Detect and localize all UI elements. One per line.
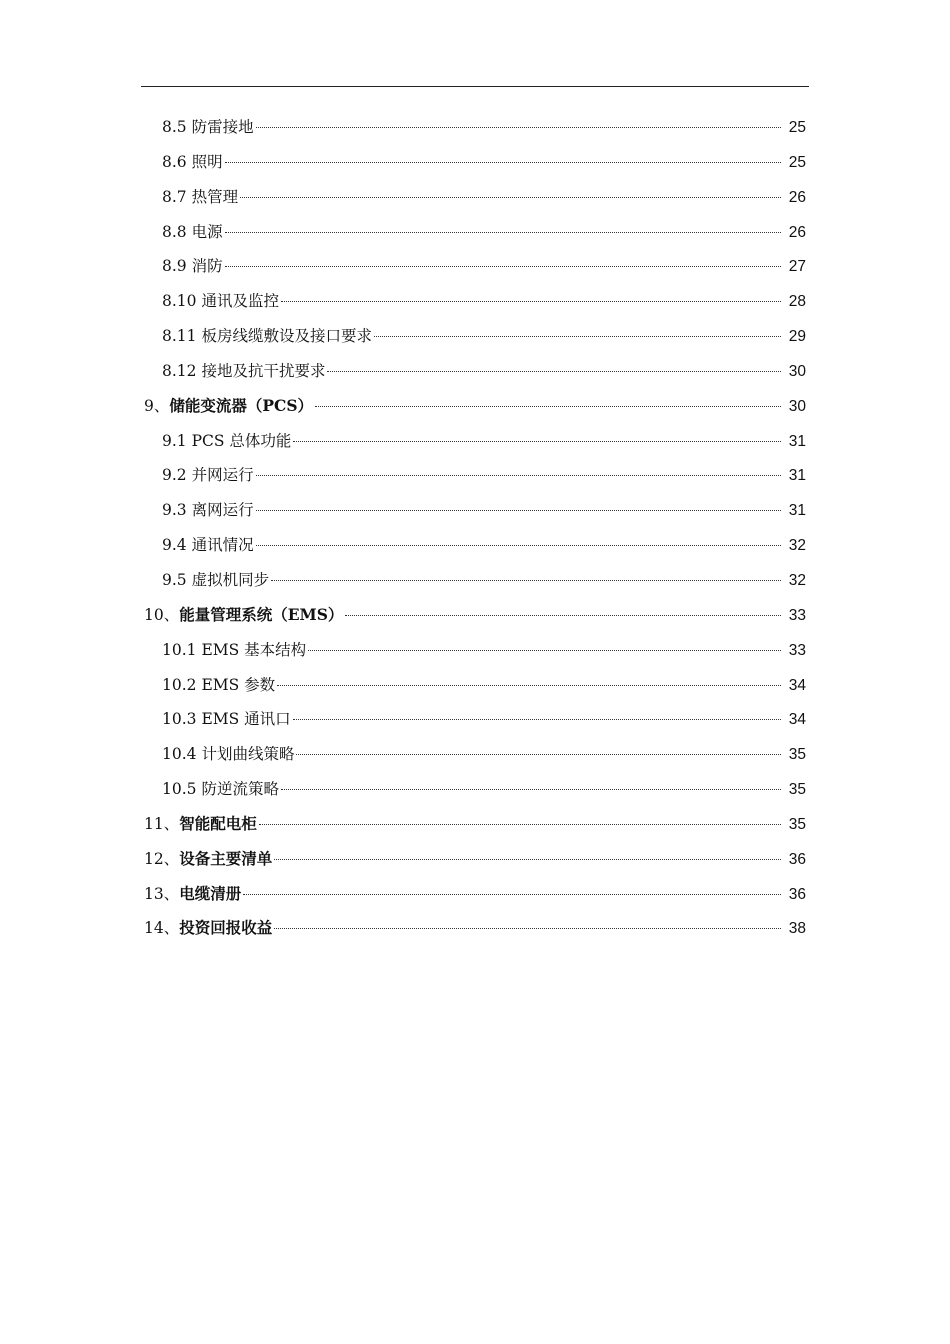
toc-entry-number: 12、 [144, 849, 180, 868]
toc-entry-title: 通讯及监控 [201, 292, 279, 311]
dot-leader [281, 301, 781, 302]
toc-entry-heading [162, 424, 291, 459]
toc-entry-page-number: 30 [788, 397, 806, 415]
toc-entry-heading [162, 319, 372, 354]
dot-leader [374, 336, 781, 337]
toc-entry-number: 9.1 [162, 431, 192, 450]
toc-entry-number: 9、 [144, 396, 170, 415]
toc-entry-page-number: 36 [788, 850, 806, 868]
toc-entry-heading [144, 911, 272, 946]
toc-entry-number: 9.2 [162, 466, 192, 485]
toc-entry-title: PCS 总体功能 [191, 431, 292, 450]
toc-entry-number: 11、 [144, 814, 180, 833]
dot-leader [240, 197, 781, 198]
toc-entry-heading [162, 180, 238, 215]
toc-entry-page-number: 25 [788, 153, 806, 171]
dot-leader [327, 371, 781, 372]
dot-leader [271, 580, 781, 581]
dot-leader [315, 406, 781, 407]
toc-entry[interactable] [141, 563, 809, 598]
dot-leader [296, 754, 781, 755]
toc-entry-number: 13、 [144, 884, 180, 903]
toc-entry-page-number: 33 [788, 641, 806, 659]
toc-entry[interactable] [141, 458, 809, 493]
toc-entry-heading [162, 668, 275, 703]
toc-entry[interactable] [141, 110, 809, 145]
toc-entry[interactable] [141, 424, 809, 459]
toc-entry-heading [162, 772, 279, 807]
toc-entry-title: 并网运行 [191, 466, 254, 485]
toc-entry-heading [144, 842, 272, 877]
toc-entry-heading [162, 563, 269, 598]
toc-entry-title: 照明 [191, 152, 223, 171]
toc-entry-number: 8.10 [162, 292, 202, 311]
toc-entry-page-number: 30 [788, 362, 806, 380]
toc-entry-page-number: 34 [788, 676, 806, 694]
toc-entry-title: 投资回报收益 [179, 918, 273, 938]
dot-leader [259, 824, 781, 825]
toc-entry[interactable] [141, 807, 809, 842]
toc-entry[interactable] [141, 389, 809, 424]
toc-entry-title: 电缆清册 [179, 883, 242, 903]
dot-leader [345, 615, 781, 616]
toc-entry-page-number: 26 [788, 223, 806, 241]
toc-entry[interactable] [141, 633, 809, 668]
toc-entry-page-number: 36 [788, 885, 806, 903]
toc-entry[interactable] [141, 842, 809, 877]
toc-entry-number: 9.5 [162, 570, 192, 589]
toc-entry[interactable] [141, 319, 809, 354]
toc-entry-page-number: 29 [788, 328, 806, 346]
dot-leader [308, 650, 781, 651]
toc-entry[interactable] [141, 215, 809, 250]
toc-entry-number: 8.5 [162, 118, 192, 136]
toc-entry-heading [162, 493, 254, 528]
toc-entry-title: 设备主要清单 [179, 848, 273, 868]
dot-leader [243, 894, 781, 895]
toc-entry-heading [162, 702, 291, 737]
toc-entry-page-number: 25 [788, 119, 806, 136]
dot-leader [256, 475, 781, 476]
toc-entry-heading [162, 458, 254, 493]
toc-entry-number: 10.2 [162, 675, 202, 694]
toc-entry-title: 电源 [191, 222, 223, 241]
dot-leader [293, 441, 781, 442]
toc-entry-heading [162, 528, 254, 563]
toc-entry-title: 虚拟机同步 [191, 570, 270, 589]
toc-entry-number: 10、 [144, 605, 180, 624]
toc-entry-page-number: 31 [788, 502, 806, 520]
toc-entry-title: 接地及抗干扰要求 [201, 361, 326, 380]
toc-entry-number: 8.7 [162, 187, 192, 206]
toc-entry-title: EMS 参数 [201, 675, 276, 694]
toc-entry-title: 防逆流策略 [201, 780, 279, 799]
toc-entry-number: 8.12 [162, 361, 202, 380]
toc-entry[interactable] [141, 737, 809, 772]
toc-entry-number: 10.3 [162, 710, 202, 729]
dot-leader [281, 789, 781, 790]
toc-entry[interactable] [141, 772, 809, 807]
dot-leader [256, 545, 781, 546]
dot-leader [225, 232, 781, 233]
toc-entry-number: 9.3 [162, 501, 192, 520]
toc-entry-heading [162, 284, 279, 319]
header-rule [141, 86, 809, 87]
toc-entry[interactable] [141, 180, 809, 215]
toc-entry-page-number: 27 [788, 258, 806, 276]
toc-entry-heading [162, 249, 223, 284]
toc-entry-heading [144, 389, 313, 424]
toc-entry-title: 能量管理系统（EMS） [179, 604, 344, 624]
toc-entry[interactable] [141, 668, 809, 703]
dot-leader [256, 510, 781, 511]
toc-entry-title: EMS 基本结构 [201, 640, 307, 659]
dot-leader [256, 127, 781, 128]
toc-entry-page-number: 28 [788, 293, 806, 311]
toc-entry[interactable] [141, 702, 809, 737]
toc-entry-heading [162, 145, 223, 180]
toc-entry-page-number: 26 [788, 188, 806, 206]
dot-leader [225, 162, 781, 163]
toc-entry-title: 通讯情况 [191, 536, 254, 555]
toc-entry-page-number: 31 [788, 467, 806, 485]
toc-entry-number: 8.8 [162, 222, 192, 241]
dot-leader [225, 266, 781, 267]
toc-entry[interactable] [141, 145, 809, 180]
toc-entry-page-number: 38 [788, 920, 806, 938]
toc-entry-number: 10.5 [162, 780, 202, 799]
dot-leader [277, 685, 781, 686]
dot-leader [274, 859, 781, 860]
toc-entry-page-number: 32 [788, 537, 806, 555]
toc-entry-heading [144, 598, 343, 633]
toc-entry-page-number: 34 [788, 711, 806, 729]
toc-entry-page-number: 32 [788, 571, 806, 589]
toc-entry-title: 热管理 [191, 187, 239, 206]
toc-entry-heading [162, 110, 254, 145]
toc-entry[interactable] [141, 354, 809, 389]
toc-entry-title: 防雷接地 [191, 118, 254, 136]
toc-entry[interactable] [141, 911, 809, 946]
toc-entry-title: EMS 通讯口 [201, 710, 291, 729]
toc-entry[interactable] [141, 598, 809, 633]
toc-entry[interactable] [141, 493, 809, 528]
toc-entry-heading [144, 877, 241, 912]
toc-entry[interactable] [141, 249, 809, 284]
dot-leader [293, 719, 781, 720]
toc-entry[interactable] [141, 528, 809, 563]
toc-entry-page-number: 33 [788, 606, 806, 624]
toc-entry[interactable] [141, 877, 809, 912]
toc-entry-title: 离网运行 [191, 501, 254, 520]
table-of-contents [141, 110, 809, 946]
dot-leader [274, 928, 781, 929]
toc-entry-heading [162, 354, 325, 389]
toc-entry-page-number: 35 [788, 746, 806, 764]
toc-entry-title: 智能配电柜 [179, 813, 257, 833]
toc-entry-number: 14、 [144, 919, 180, 938]
toc-entry-number: 8.11 [162, 327, 202, 346]
toc-entry-title: 储能变流器（PCS） [169, 395, 314, 415]
toc-entry-heading [162, 633, 306, 668]
toc-entry-title: 消防 [191, 257, 223, 276]
toc-entry-number: 10.1 [162, 640, 202, 659]
toc-entry-page-number: 35 [788, 781, 806, 799]
toc-entry-number: 10.4 [162, 745, 202, 764]
toc-entry-heading [144, 807, 257, 842]
toc-entry-number: 8.6 [162, 152, 192, 171]
toc-entry-number: 9.4 [162, 536, 192, 555]
toc-entry-number: 8.9 [162, 257, 192, 276]
toc-entry[interactable] [141, 284, 809, 319]
toc-entry-title: 计划曲线策略 [201, 745, 295, 764]
toc-entry-title: 板房线缆敷设及接口要求 [201, 327, 372, 346]
toc-entry-heading [162, 215, 223, 250]
toc-entry-page-number: 31 [788, 432, 806, 450]
toc-entry-page-number: 35 [788, 815, 806, 833]
toc-entry-heading [162, 737, 294, 772]
